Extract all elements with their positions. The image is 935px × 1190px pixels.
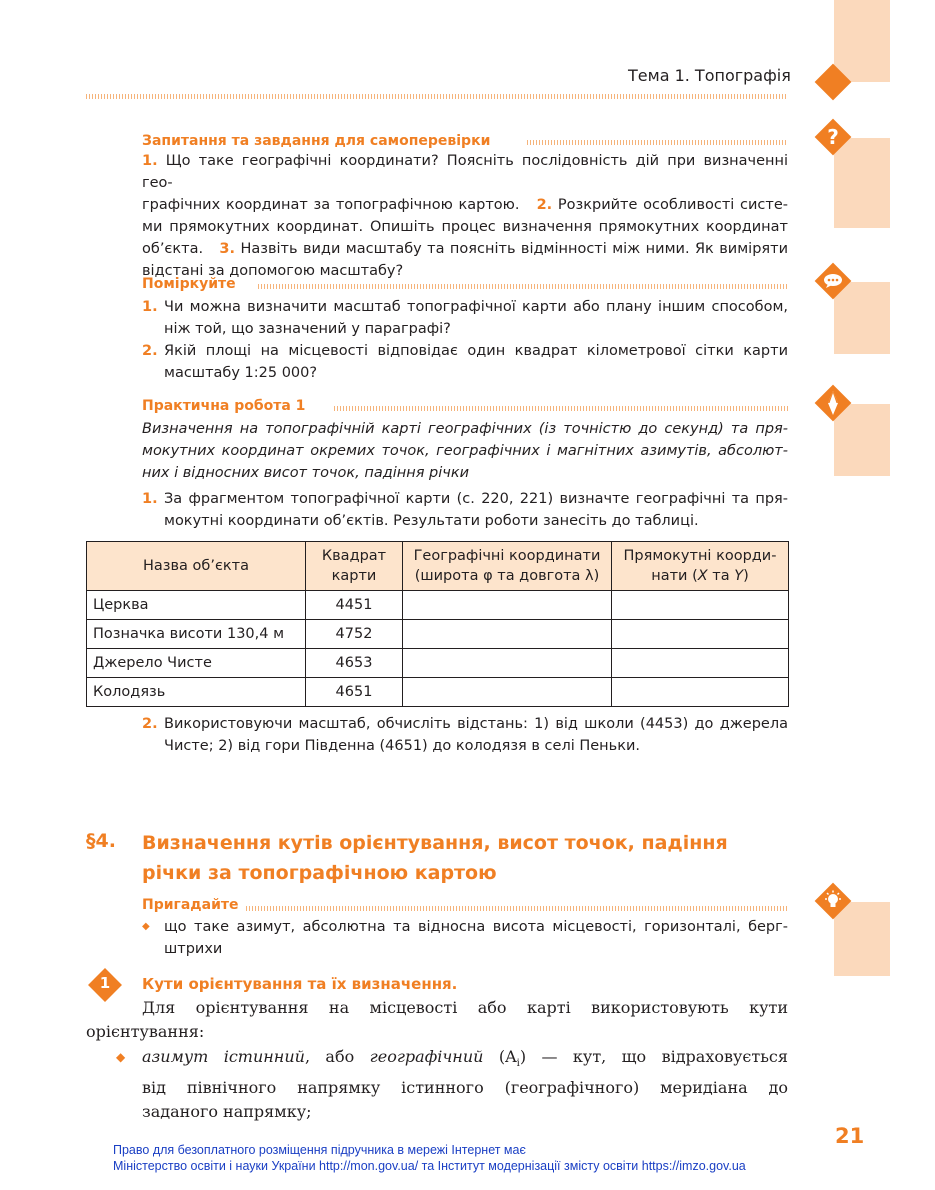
azimuth-bullet: ◆ азимут істинний, або географічний $(A_і)$ — кут, що відраховується від північного напрямку істинного (географічного) меридіана до заданого напрямку; — [116, 1047, 788, 1122]
header-title: Тема 1. Топографія — [628, 66, 791, 85]
practical-heading: Практична робота 1 — [142, 398, 306, 414]
table-row: Позначка висоти 130,4 м 4752 — [87, 620, 789, 649]
table-row: Церква 4451 — [87, 591, 789, 620]
subsection-paragraph: Для орієнтування на місцевості або карті використовують кути орієнтування: — [86, 998, 788, 1041]
footer-line-2: Міністерство освіти і науки України http://mon.gov.ua/ та Інститут модернізації змісту освіти https://imzo.gov.ua — [113, 1159, 746, 1173]
self-check-line-2: графічних координат за топографічною картою. 2. Розкрийте особливості систе- — [142, 197, 788, 213]
bullet-diamond: ◆ — [142, 921, 150, 932]
practical-rule — [334, 406, 788, 411]
col-header-name: Назва об’єкта — [87, 542, 306, 591]
coordinates-table — [86, 541, 789, 707]
table-row: Джерело Чисте 4653 — [87, 649, 789, 678]
bullet-diamond: ◆ — [116, 1050, 126, 1064]
think-item-1: 1. Чи можна визначити масштаб топографічної карти або плану іншим способом, ніж той, що зазначений у параграфі? — [142, 299, 788, 337]
self-check-text — [142, 150, 788, 282]
col-header-square: Квадрат карти — [306, 542, 403, 591]
self-check-line-5: відстані за допомогою масштабу? — [142, 263, 404, 279]
q1-num: 1. — [142, 153, 158, 169]
self-check-line-3: ми прямокутних координат. Опишіть процес визначення прямокутних координат — [142, 219, 788, 235]
practical-task-2: 2. Використовуючи масштаб, обчисліть відстань: 1) від школи (4453) до джерела Чисте; 2) від гори Південна (4651) до колодязя в селі Пеньки. — [142, 716, 788, 754]
self-check-line-4: об’єкта. 3. Назвіть види масштабу та поясніть відмінності між ними. Як виміряти — [142, 241, 788, 257]
practical-intro: Визначення на топографічній карті географічних (із точністю до секунд) та пря- мокутних координат окремих точок, географічних і магнітних азимутів, абсолют- них і відносних висот точок, падіння річки — [142, 421, 788, 481]
table-row: Колодязь 4651 — [87, 678, 789, 707]
think-heading: Поміркуйте — [142, 276, 236, 292]
section-number: §4. — [86, 830, 116, 852]
footer-line-1: Право для безоплатного розміщення підручника в мережі Інтернет має — [113, 1143, 526, 1157]
recall-heading: Пригадайте — [142, 897, 239, 913]
practical-task-1: 1. За фрагментом топографічної карти (с. 220, 221) визначте географічні та пря- мокутні координати об’єктів. Результати роботи занесіть до таблиці. — [142, 491, 788, 529]
col-header-geo: Географічні координати (широта φ та довгота λ) — [403, 542, 612, 591]
header-rule — [86, 94, 788, 99]
self-check-rule — [527, 140, 788, 145]
col-header-rect: Прямокутні коорди- нати (X та Y) — [612, 542, 789, 591]
subsection-number: 1 — [99, 974, 111, 992]
self-check-heading: Запитання та завдання для самоперевірки — [142, 133, 491, 149]
page-number: 21 — [835, 1124, 865, 1148]
section-title: Визначення кутів орієнтування, висот точок, падіння річки за топографічною картою — [142, 832, 728, 884]
sidebar-block-top — [834, 0, 890, 82]
recall-item: ◆ що таке азимут, абсолютна та відносна висота місцевості, горизонталі, берг- штрихи — [142, 916, 788, 960]
recall-rule — [246, 906, 788, 911]
think-item-2: 2. Якій площі на місцевості відповідає один квадрат кілометрової сітки карти масштабу 1:25 000? — [142, 343, 788, 381]
self-check-line-1: 1. Що таке географічні координати? Поясніть послідовність дій при визначенні гео- — [142, 153, 789, 191]
lightbulb-icon — [814, 882, 852, 920]
think-rule — [258, 284, 788, 289]
question-icon: ? — [827, 125, 839, 149]
compass-icon — [814, 384, 852, 422]
speech-bubble-icon — [814, 262, 852, 300]
subsection-title: Кути орієнтування та їх визначення. — [142, 975, 458, 993]
table-header-row — [87, 542, 789, 591]
